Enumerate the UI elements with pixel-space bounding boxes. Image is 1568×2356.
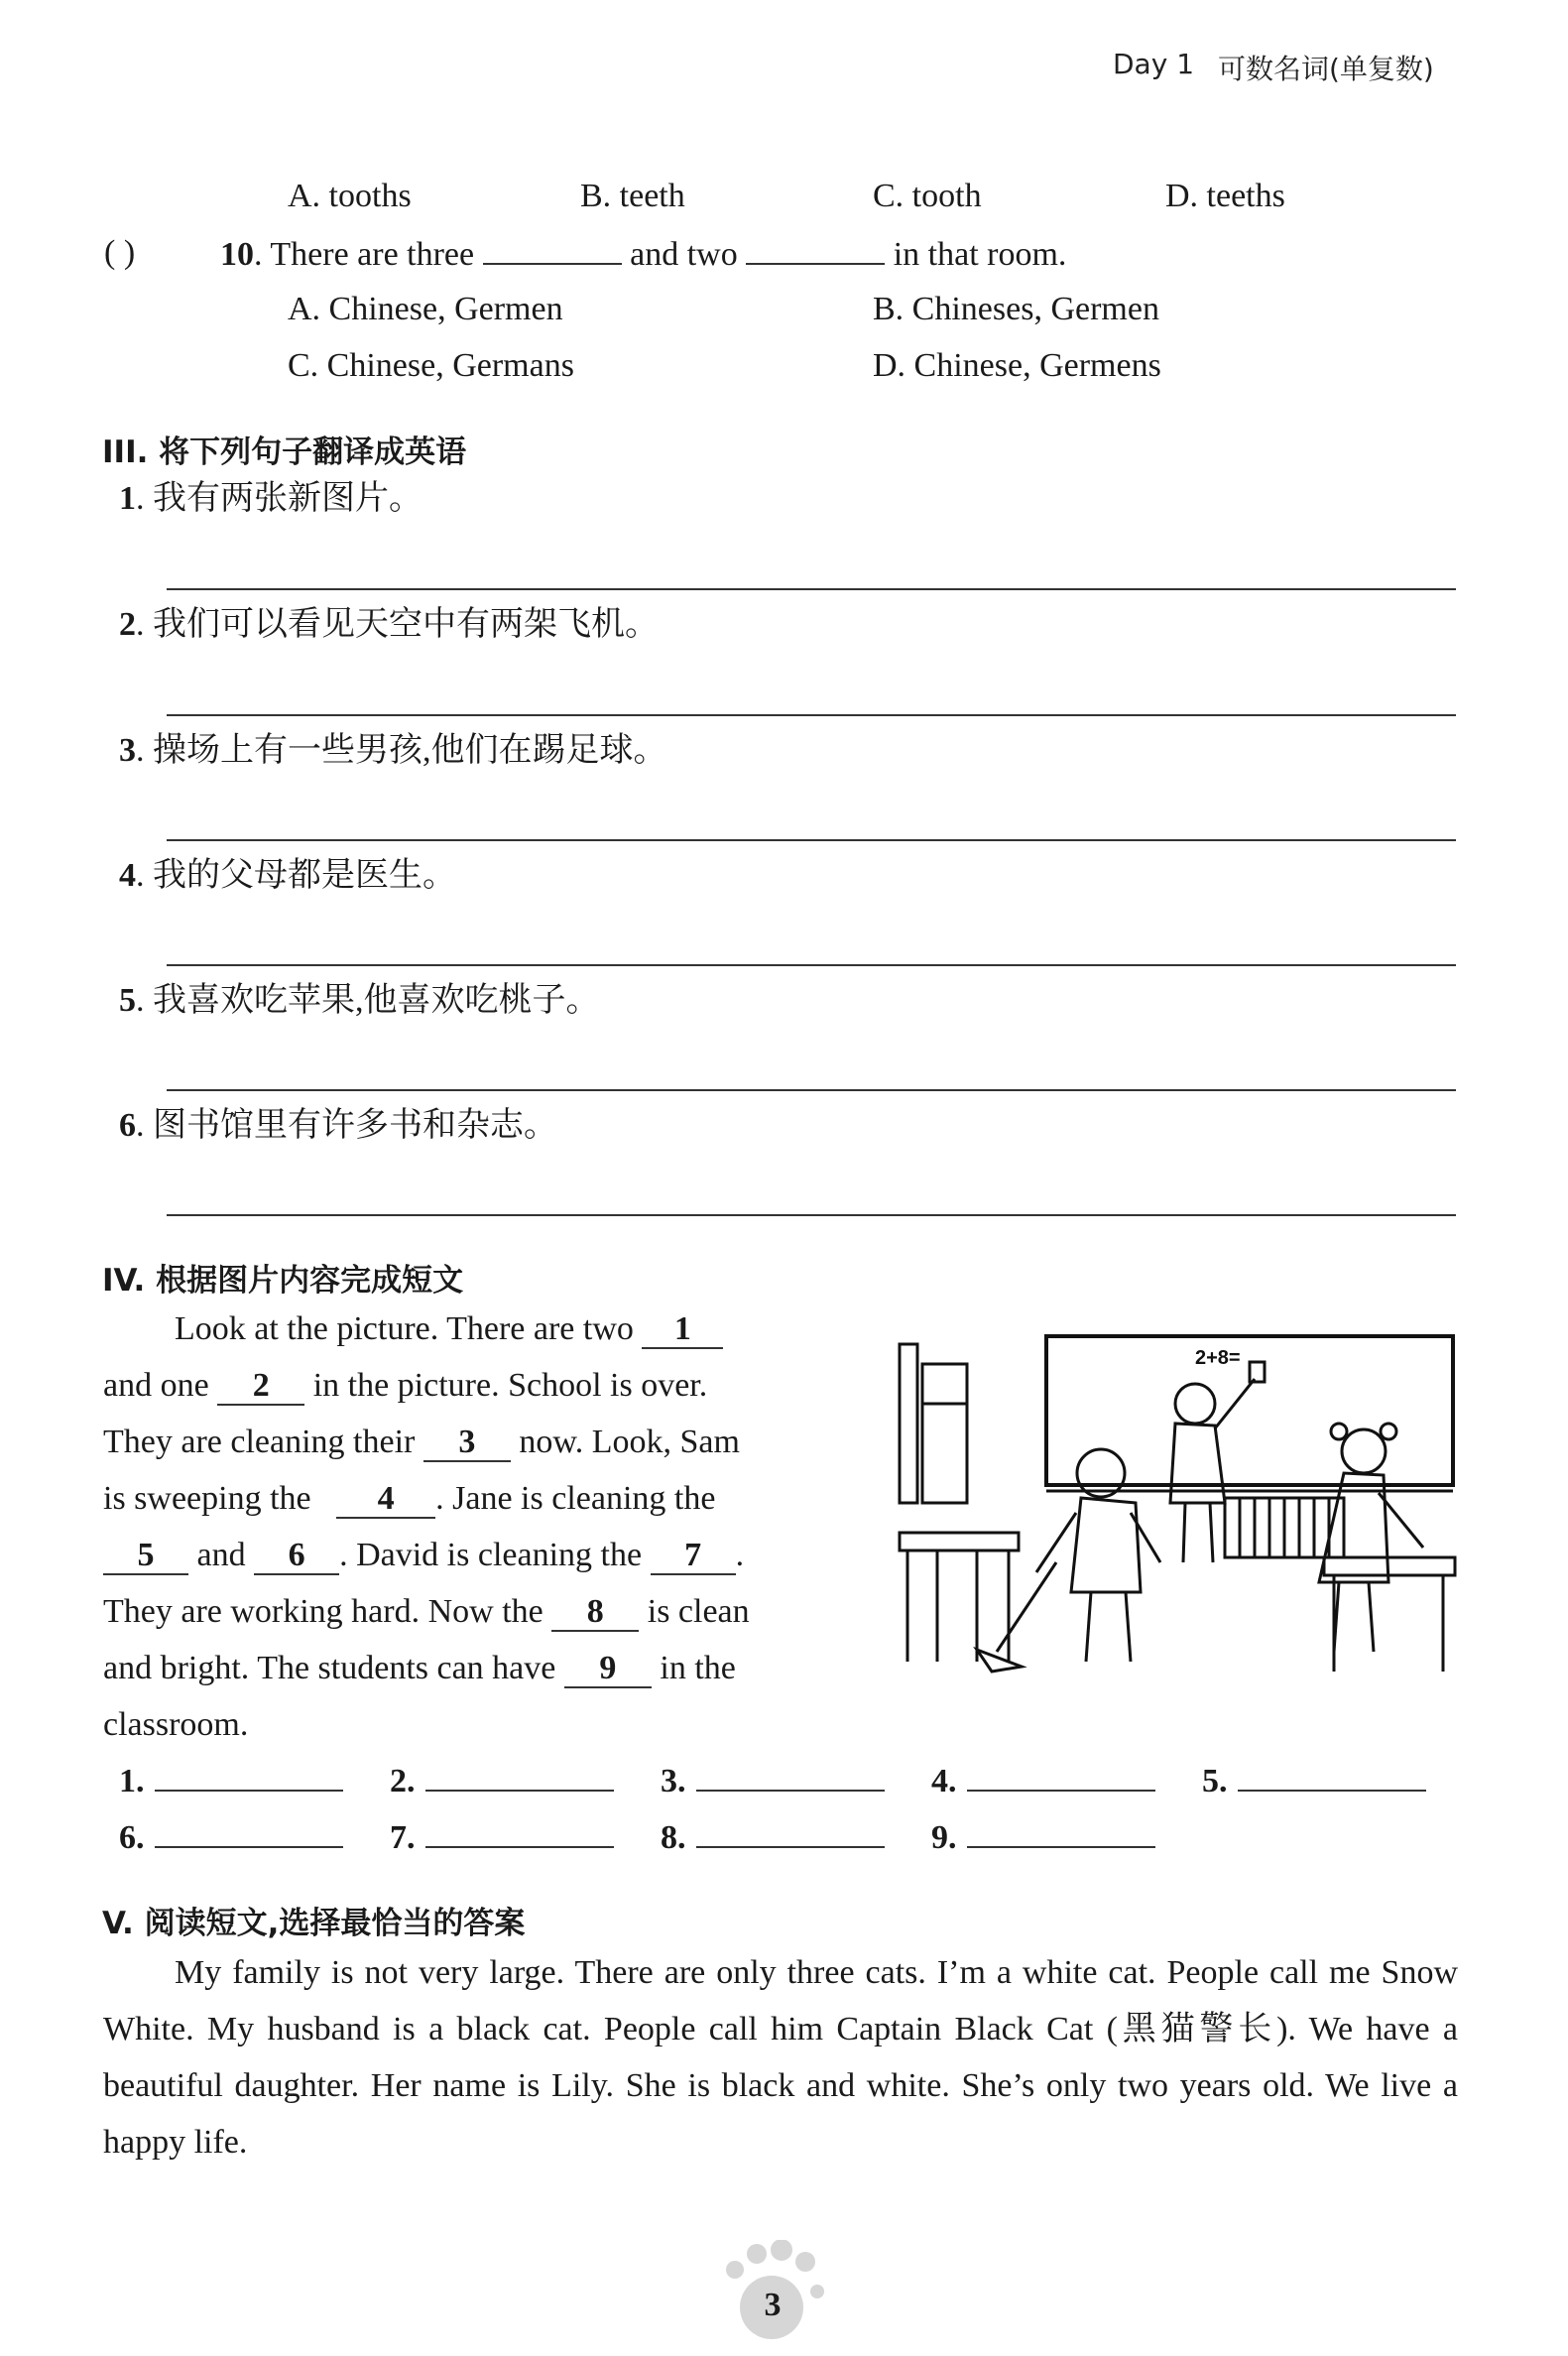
blackboard	[1046, 1336, 1453, 1485]
q10-option-d: D. Chinese, Germens	[873, 347, 1161, 384]
q10-option-b: B. Chineses, Germen	[873, 291, 1159, 327]
classroom-picture	[898, 1334, 1458, 1676]
cloze-blank-9[interactable]: 9	[564, 1651, 652, 1688]
door-panel	[922, 1364, 967, 1503]
translate-answer-line-3[interactable]	[167, 839, 1456, 841]
translate-item-1: 1. 我有两张新图片。	[119, 480, 422, 517]
q9-option-d: D. teeths	[1165, 178, 1285, 214]
answer-6: 6.	[119, 1818, 343, 1858]
cloze-blank-5[interactable]: 5	[103, 1538, 188, 1575]
answer-2: 2.	[390, 1762, 614, 1801]
q9-option-b: B. teeth	[580, 178, 685, 214]
q10-option-c: C. Chinese, Germans	[288, 347, 574, 384]
desk-left	[900, 1533, 1019, 1550]
section3-title: III. 将下列句子翻译成英语	[102, 434, 467, 470]
q10-question: 10. There are three and two in that room.	[220, 233, 1066, 275]
answer-4: 4.	[931, 1762, 1155, 1801]
cloze-line-7: and bright. The students can have 9 in the	[103, 1650, 736, 1686]
reading-paragraph: My family is not very large. There are only three cats. I’m a white cat. People call me Snow White. My husband is a black cat. People call him Captain Black Cat (黑猫警长). We have a beautiful daughter. Her name is Lily. She is black and white. She’s only two years old. We live a happy life.	[103, 1954, 1458, 2161]
q10-option-a: A. Chinese, Germen	[288, 291, 563, 327]
translate-answer-line-4[interactable]	[167, 964, 1456, 966]
translate-answer-line-6[interactable]	[167, 1214, 1456, 1216]
cloze-blank-8[interactable]: 8	[551, 1594, 639, 1632]
q9-option-c: C. tooth	[873, 178, 982, 214]
answer-3: 3.	[661, 1762, 885, 1801]
section5-title: V. 阅读短文,选择最恰当的答案	[102, 1906, 526, 1941]
page-number: 3	[764, 2287, 782, 2323]
cloze-line-8: classroom.	[103, 1706, 249, 1743]
board-text: 2+8=	[1195, 1347, 1241, 1369]
header-title: 可数名词(单复数)	[1218, 53, 1434, 85]
translate-answer-line-5[interactable]	[167, 1089, 1456, 1091]
q10-number: 10	[220, 236, 254, 273]
cloze-line-3: They are cleaning their 3 now. Look, Sam	[103, 1424, 740, 1460]
cloze-blank-6[interactable]: 6	[254, 1538, 339, 1575]
translate-item-3: 3. 操场上有一些男孩,他们在踢足球。	[119, 732, 667, 769]
answer-8: 8.	[661, 1818, 885, 1858]
translate-item-6: 6. 图书馆里有许多书和杂志。	[119, 1107, 557, 1144]
q10-stem-3: in that room.	[893, 236, 1067, 273]
answer-7: 7.	[390, 1818, 614, 1858]
cloze-blank-2[interactable]: 2	[217, 1368, 304, 1406]
student-head	[1175, 1384, 1215, 1424]
answer-1: 1.	[119, 1762, 343, 1801]
q10-stem-2: and two	[630, 236, 738, 273]
cloze-line-1: Look at the picture. There are two 1	[175, 1309, 723, 1349]
boy-body	[1071, 1498, 1141, 1592]
girl-head	[1342, 1429, 1386, 1473]
cloze-blank-4[interactable]: 4	[336, 1481, 435, 1519]
cloze-line-5: 5 and 6 . David is cleaning the 7 .	[103, 1536, 744, 1575]
eraser	[1250, 1362, 1265, 1382]
translate-item-2: 2. 我们可以看见天空中有两架飞机。	[119, 606, 659, 643]
q10-blank-1[interactable]	[483, 233, 622, 265]
translate-item-5: 5. 我喜欢吃苹果,他喜欢吃桃子。	[119, 982, 600, 1019]
cloze-line-6: They are working hard. Now the 8 is clean	[103, 1593, 750, 1630]
q9-option-a: A. tooths	[288, 178, 412, 214]
cloze-line-4: is sweeping the 4 . Jane is cleaning the	[103, 1480, 716, 1517]
translate-answer-line-1[interactable]	[167, 588, 1456, 590]
cloze-blank-3[interactable]: 3	[423, 1425, 511, 1462]
translate-answer-line-2[interactable]	[167, 714, 1456, 716]
section4-title: IV. 根据图片内容完成短文	[102, 1263, 464, 1299]
q10-stem-1: There are three	[270, 236, 475, 273]
q10-answer-paren: ( )	[104, 234, 136, 271]
cloze-line-2: and one 2 in the picture. School is over.	[103, 1367, 708, 1404]
cloze-blank-7[interactable]: 7	[651, 1538, 736, 1575]
answer-9: 9.	[931, 1818, 1155, 1858]
cloze-blank-1[interactable]: 1	[642, 1311, 723, 1349]
header-day: Day 1	[1113, 48, 1195, 80]
translate-item-4: 4. 我的父母都是医生。	[119, 857, 456, 894]
q10-blank-2[interactable]	[746, 233, 885, 265]
broom	[997, 1562, 1056, 1652]
door-frame	[900, 1344, 917, 1503]
answer-5: 5.	[1202, 1762, 1426, 1801]
